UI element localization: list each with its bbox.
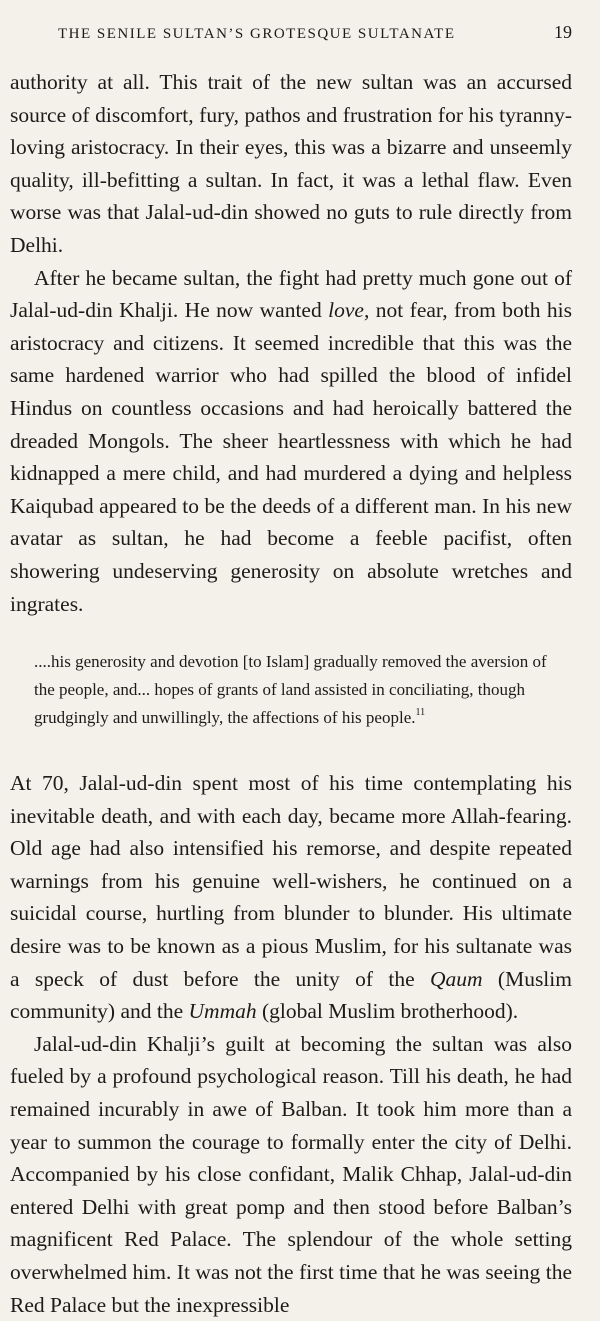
quote-text: ....his generosity and devotion [to Islam] gradually removed the aversion of the people, and... hopes of grants of land assisted in conciliating, though grudgingly and unwillingly, the affections of his people. bbox=[34, 652, 547, 728]
footnote-reference: 11 bbox=[415, 707, 426, 719]
paragraph bbox=[10, 1028, 572, 1321]
italic-word-qaum: Qaum bbox=[430, 966, 483, 991]
italic-word-love: love, bbox=[328, 298, 370, 323]
paragraph-text: authority at all. This trait of the new sultan was an accursed source of discomfort, fury, pathos and frustration for his tyranny-loving aristocracy. In their eyes, this was a bizarre and unseemly quality, ill-befitting a sultan. In fact, it was a lethal flaw. Even worse was that Jalal-ud-din showed no guts to rule directly from Delhi. bbox=[10, 70, 572, 257]
paragraph-text: After he became sultan, the fight had pretty much gone out of Jalal-ud-din Khalji. He now wanted bbox=[10, 265, 572, 323]
page-body bbox=[10, 66, 572, 1321]
running-header bbox=[58, 22, 572, 46]
paragraph-text: At 70, Jalal-ud-din spent most of his time contemplating his inevitable death, and with each day, became more Allah-fearing. Old age had also intensified his remorse, and despite repeated warnings from his genuine well-wishers, he continued on a suicidal course, hurtling from blunder to blunder. His ultimate desire was to be known as a pious Muslim, for his sultanate was a speck of dust before the unity of the bbox=[10, 771, 572, 991]
paragraph bbox=[10, 767, 572, 1028]
page-number: 19 bbox=[554, 22, 572, 42]
italic-word-ummah: Ummah bbox=[188, 999, 257, 1024]
block-quote bbox=[34, 648, 552, 732]
paragraph-text: not fear, from both his aristocracy and citizens. It seemed incredible that this was the same hardened warrior who had spilled the blood of infidel Hindus on countless occasions and had heroically battered the dreaded Mongols. The sheer heartlessness with which he had kidnapped a mere child, and had murdered a dying and helpless Kaiqubad appeared to be the deeds of a different man. In his new avatar as sultan, he had become a feeble pacifist, often showering undeserving generosity on absolute wretches and ingrates. bbox=[10, 298, 572, 616]
paragraph-text: Jalal-ud-din Khalji’s guilt at becoming the sultan was also fueled by a profound psychological reason. Till his death, he had remained incurably in awe of Balban. It took him more than a year to summon the courage to formally enter the city of Delhi. Accompanied by his close confidant, Malik Chhap, Jalal-ud-din entered Delhi with great pomp and then stood before Balban’s magnificent Red Palace. The splendour of the whole setting overwhelmed him. It was not the first time that he was seeing the Red Palace but the inexpressible bbox=[10, 1031, 572, 1317]
chapter-title: THE SENILE SULTAN’S GROTESQUE SULTANATE bbox=[58, 26, 456, 42]
paragraph-text: (Muslim community) and the bbox=[10, 966, 572, 1024]
paragraph-text: (global Muslim brotherhood). bbox=[256, 999, 519, 1024]
paragraph-continued bbox=[10, 66, 572, 262]
paragraph bbox=[10, 262, 572, 621]
